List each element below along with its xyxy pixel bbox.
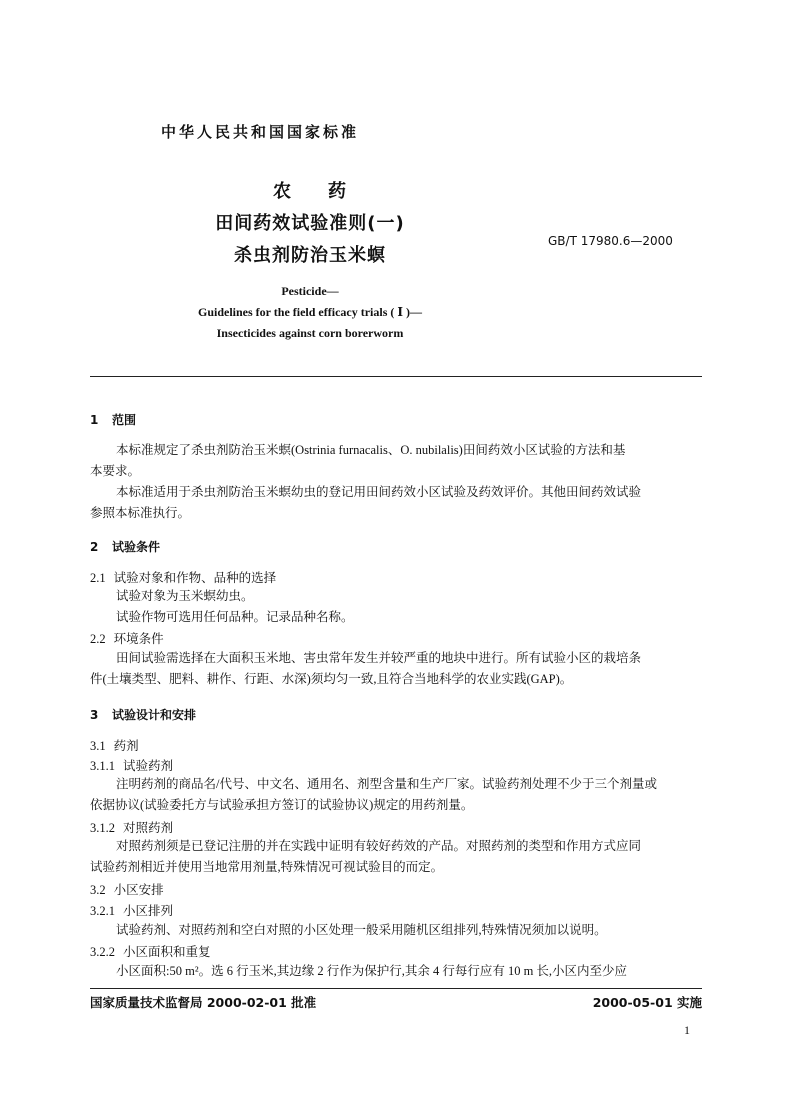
section-3-heading (90, 706, 196, 723)
section-number: 1 (90, 413, 99, 427)
paragraph-line: 件(土壤类型、肥料、耕作、行距、水深)须均匀一致,且符合当地科学的农业实践(GAP)。 (90, 672, 573, 686)
national-standard-heading: 中华人民共和国国家标准 (160, 123, 359, 141)
subsection-2-2-text (90, 648, 702, 690)
subsection-3-2-heading (90, 880, 164, 898)
page-number: 1 (684, 1023, 690, 1037)
section-2-heading (90, 538, 160, 555)
header-divider (90, 376, 702, 377)
subsection-2-1-text (90, 586, 702, 628)
english-title-line-1: Pesticide— (281, 284, 339, 298)
subsection-number: 2.2 (90, 632, 106, 646)
title-line-1-b: 药 (328, 181, 347, 202)
standard-code: GB/T 17980.6—2000 (548, 234, 673, 248)
section-title: 试验设计和安排 (112, 708, 197, 722)
subsection-3-2-1-heading (90, 901, 173, 919)
subsection-title: 环境条件 (113, 632, 164, 646)
subsection-2-1-heading (90, 568, 276, 586)
subsection-3-1-heading (90, 736, 139, 754)
title-line-3: 杀虫剂防治玉米螟 (234, 245, 386, 266)
paragraph-line: 试验药剂、对照药剂和空白对照的小区处理一般采用随机区组排列,特殊情况须加以说明。 (116, 923, 607, 937)
title-line-1 (120, 177, 500, 203)
subsection-title: 对照药剂 (123, 821, 174, 835)
subsection-number: 2.1 (90, 571, 106, 585)
subsection-3-2-2-text (90, 961, 702, 982)
implementation-date: 2000-05-01 实施 (592, 995, 702, 1010)
subsection-number: 3.1.1 (90, 759, 115, 773)
subsection-title: 试验药剂 (123, 759, 174, 773)
subsection-title: 药剂 (113, 739, 139, 753)
paragraph-line: 小区面积:50 m²。选 6 行玉米,其边缘 2 行作为保护行,其余 4 行每行应有 10 m 长,小区内至少应 (116, 964, 628, 978)
section-1-heading (90, 411, 136, 428)
section-1-paragraph-1 (90, 440, 702, 482)
paragraph-line: 试验药剂相近并使用当地常用剂量,特殊情况可视试验目的而定。 (90, 860, 444, 874)
paragraph-line: 对照药剂须是已登记注册的并在实践中证明有较好药效的产品。对照药剂的类型和作用方式应同 (116, 839, 642, 853)
subsection-3-2-1-text (90, 920, 702, 941)
subsection-number: 3.2.2 (90, 945, 115, 959)
paragraph-line: 依据协议(试验委托方与试验承担方签订的试验协议)规定的用药剂量。 (90, 798, 474, 812)
subsection-3-1-1-heading (90, 756, 173, 774)
subsection-number: 3.2 (90, 883, 106, 897)
paragraph-line: 参照本标准执行。 (90, 506, 191, 520)
paragraph-line: 本标准规定了杀虫剂防治玉米螟(Ostrinia furnacalis、O. nubilalis)田间药效小区试验的方法和基 (116, 443, 626, 457)
subsection-2-2-heading (90, 629, 164, 647)
subsection-number: 3.2.1 (90, 904, 115, 918)
paragraph-line: 田间试验需选择在大面积玉米地、害虫常年发生并较严重的地块中进行。所有试验小区的栽培条 (116, 651, 642, 665)
section-title: 范围 (112, 413, 137, 427)
subsection-3-1-1-text (90, 774, 702, 816)
section-title: 试验条件 (112, 540, 161, 554)
subsection-3-2-2-heading (90, 942, 211, 960)
subsection-3-1-2-text (90, 836, 702, 878)
paragraph-line: 注明药剂的商品名/代号、中文名、通用名、剂型含量和生产厂家。试验药剂处理不少于三个剂量或 (116, 777, 657, 791)
subsection-title: 小区排列 (123, 904, 174, 918)
subsection-title: 试验对象和作物、品种的选择 (113, 571, 277, 585)
english-title-line-2: Guidelines for the field efficacy trials ( Ⅰ )— (197, 305, 422, 319)
subsection-number: 3.1 (90, 739, 106, 753)
subsection-title: 小区面积和重复 (123, 945, 211, 959)
paragraph-line: 本标准适用于杀虫剂防治玉米螟幼虫的登记用田间药效小区试验及药效评价。其他田间药效试验 (116, 485, 642, 499)
footer-divider (90, 988, 702, 989)
section-number: 2 (90, 540, 99, 554)
title-line-2: 田间药效试验准则(一) (215, 213, 405, 234)
subsection-title: 小区安排 (113, 883, 164, 897)
english-title-line-3: Insecticides against corn borerworm (216, 326, 404, 340)
subsection-number: 3.1.2 (90, 821, 115, 835)
section-1-paragraph-2 (90, 482, 702, 524)
subsection-3-1-2-heading (90, 818, 173, 836)
paragraph-line: 本要求。 (90, 464, 141, 478)
paragraph-line: 试验对象为玉米螟幼虫。 (116, 589, 254, 603)
approval-line: 国家质量技术监督局 2000-02-01 批准 (90, 995, 317, 1010)
paragraph-line: 试验作物可选用任何品种。记录品种名称。 (116, 610, 354, 624)
title-line-1-a: 农 (273, 181, 292, 202)
section-number: 3 (90, 708, 99, 722)
